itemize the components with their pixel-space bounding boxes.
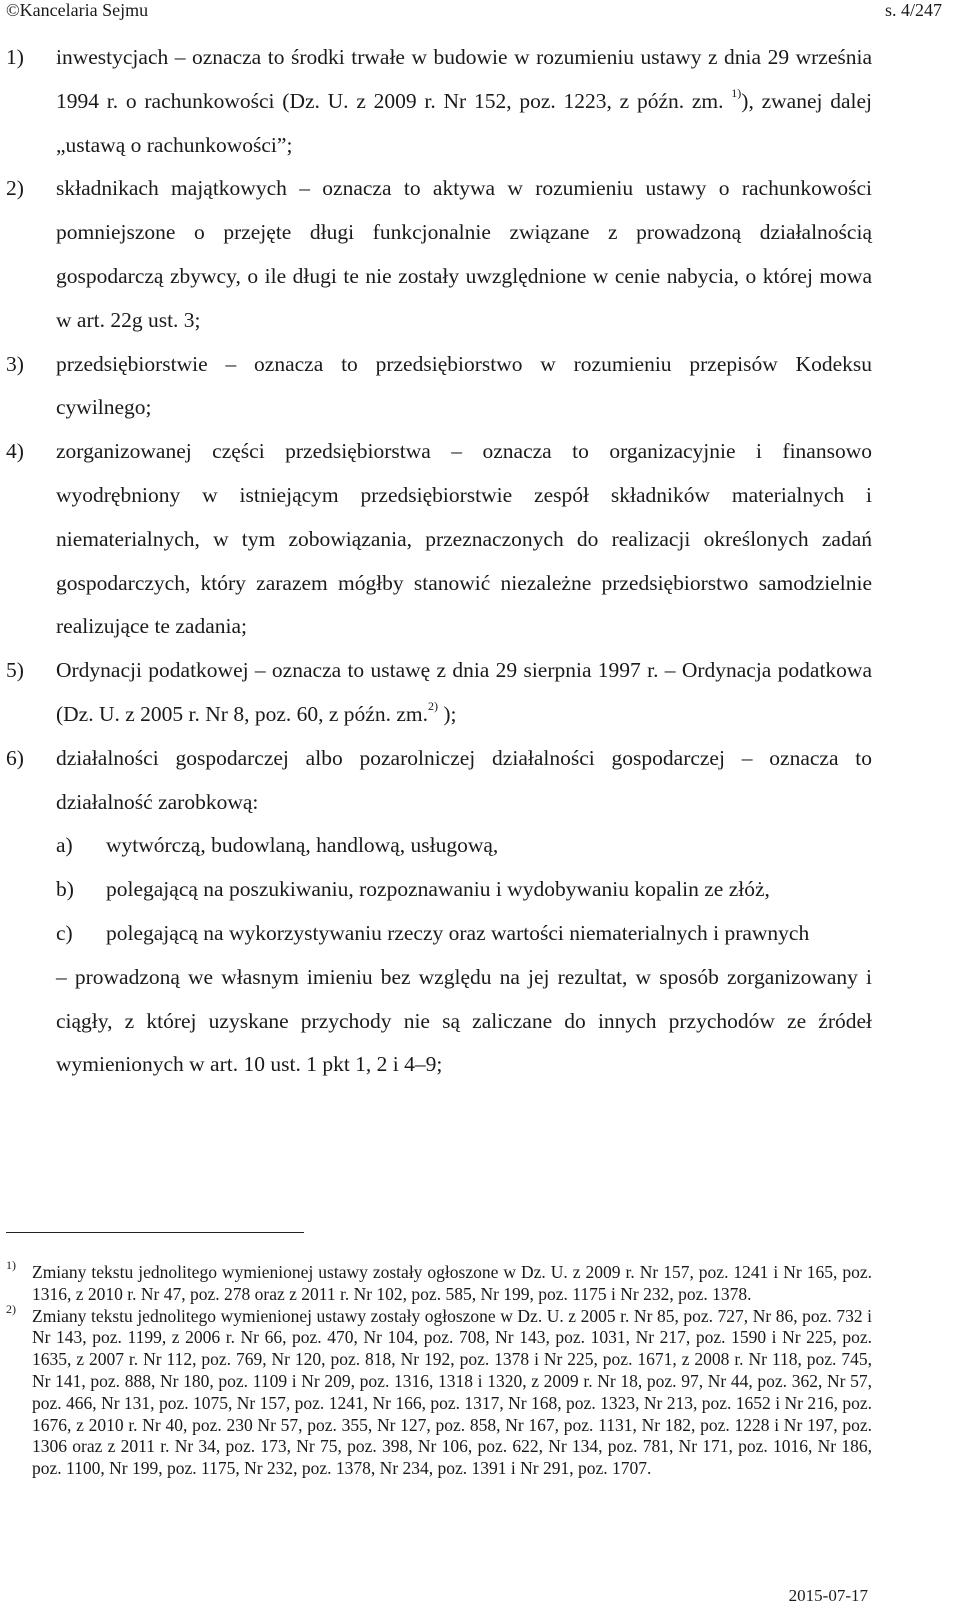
subitem-letter: c)	[56, 920, 73, 945]
item-text-after: );	[443, 701, 457, 726]
page-number: s. 4/247	[884, 0, 942, 20]
subitem-text: polegającą na wykorzystywaniu rzeczy oraz wartości niematerialnych i prawnych	[106, 920, 810, 945]
subitem-letter: a)	[56, 833, 73, 858]
document-date: 2015-07-17	[788, 1586, 868, 1605]
page-header	[0, 0, 960, 26]
item-text: Ordynacji podatkowej – oznacza to ustawę z dnia 29 sierpnia 1997 r. – Ordynacja podatkowa (Dz. U. z 2005 r. Nr 8, poz. 60, z późn. zm.	[56, 658, 872, 726]
subitem-text: wytwórczą, budowlaną, handlową, usługową,	[106, 833, 499, 858]
definition-item-1	[6, 36, 872, 167]
footnote-divider	[6, 1232, 304, 1233]
footnotes-section	[6, 1258, 872, 1480]
item-number: 2)	[6, 176, 24, 201]
item-number: 1)	[6, 45, 24, 69]
item-number: 3)	[6, 351, 24, 376]
definition-item-3	[6, 343, 872, 431]
footnote-mark: 1)	[6, 1258, 16, 1272]
continuation-text: – prowadzoną we własnym imieniu bez względu na jej rezultat, w sposób zorganizowany i ciągły, z której uzyskane przychody nie są zaliczane do innych przychodów ze źródeł wymienionych w art. 10 ust. 1 pkt 1, 2 i 4–9;	[56, 964, 872, 1077]
item-text-after: ), zwanej dalej „ustawą o rachunkowości”;	[56, 88, 872, 157]
item-text: zorganizowanej części przedsiębiorstwa – oznacza to organizacyjnie i finansowo wyodrębniony w istniejącym przedsiębiorstwie zespół składników materialnych i niematerialnych, w tym zobowiązania, przeznaczonych do realizacji określonych zadań gospodarczych, który zarazem mógłby stanowić niezależne przedsiębiorstwo samodzielnie realizujące te zadania;	[56, 439, 872, 639]
item-number: 5)	[6, 658, 24, 683]
definition-item-6	[6, 737, 872, 825]
subitem-c	[6, 912, 872, 956]
footnote-text: Zmiany tekstu jednolitego wymienionej ustawy zostały ogłoszone w Dz. U. z 2009 r. Nr 157, poz. 1241 i Nr 165, poz. 1316, z 2010 r. Nr 47, poz. 278 oraz z 2011 r. Nr 102, poz. 585, Nr 199, poz. 1175 i Nr 232, poz. 1378.	[32, 1262, 872, 1304]
footnote-ref-2[interactable]: 2)	[427, 698, 438, 713]
subitem-letter: b)	[56, 877, 74, 902]
footnote-mark: 2)	[6, 1301, 16, 1316]
definition-item-2	[6, 167, 872, 342]
item-number: 6)	[6, 745, 24, 770]
item-text: składnikach majątkowych – oznacza to aktywa w rozumieniu ustawy o rachunkowości pomniejszone o przejęte długi funkcjonalnie związane z prowadzoną działalnością gospodarczą zbywcy, o ile długi te nie zostały uwzględnione w cenie nabycia, o której mowa w art. 22g ust. 3;	[56, 176, 872, 332]
footnote-text: Zmiany tekstu jednolitego wymienionej ustawy zostały ogłoszone w Dz. U. z 2005 r. Nr 85, poz. 727, Nr 86, poz. 732 i Nr 143, poz. 1199, z 2006 r. Nr 66, poz. 470, Nr 104, poz. 708, Nr 143, poz. 1031, Nr 217, poz. 1590 i Nr 225, poz. 1635, z 2007 r. Nr 112, poz. 769, Nr 120, poz. 818, Nr 192, poz. 1378 i Nr 225, poz. 1671, z 2008 r. Nr 118, poz. 745, Nr 141, poz. 888, Nr 180, poz. 1109 i Nr 209, poz. 1316, 1318 i 1320, z 2009 r. Nr 18, poz. 97, Nr 44, poz. 362, Nr 57, poz. 466, Nr 131, poz. 1075, Nr 157, poz. 1241, Nr 166, poz. 1317, Nr 168, poz. 1323, Nr 213, poz. 1652 i Nr 216, poz. 1676, z 2010 r. Nr 40, poz. 230 Nr 57, poz. 355, Nr 127, poz. 858, Nr 167, poz. 1131, Nr 182, poz. 1228 i Nr 197, poz. 1306 oraz z 2011 r. Nr 34, poz. 173, Nr 75, poz. 398, Nr 106, poz. 622, Nr 134, poz. 781, Nr 171, poz. 1016, Nr 186, poz. 1100, Nr 199, poz. 1175, Nr 232, poz. 1378, Nr 234, poz. 1391 i Nr 291, poz. 1707.	[32, 1305, 872, 1479]
item-text: inwestycjach – oznacza to środki trwałe w budowie w rozumieniu ustawy z dnia 29 września 1994 r. o rachunkowości (Dz. U. z 2009 r. Nr 152, poz. 1223, z późn. zm.	[56, 45, 872, 113]
footnote-2	[6, 1301, 872, 1480]
item-text: przedsiębiorstwie – oznacza to przedsiębiorstwo w rozumieniu przepisów Kodeksu cywilnego;	[56, 351, 872, 420]
subitem-a	[6, 824, 872, 868]
footnote-ref-1[interactable]: 1)	[731, 85, 742, 100]
definition-item-4	[6, 430, 872, 649]
footnote-1	[6, 1258, 872, 1306]
document-body	[6, 36, 872, 1087]
item-text: działalności gospodarczej albo pozarolniczej działalności gospodarczej – oznacza to działalność zarobkową:	[56, 745, 872, 814]
item-number: 4)	[6, 439, 24, 464]
publisher-label: ©Kancelaria Sejmu	[6, 0, 149, 20]
subitem-text: polegającą na poszukiwaniu, rozpoznawaniu i wydobywaniu kopalin ze złóż,	[106, 877, 770, 902]
definition-item-5	[6, 649, 872, 737]
subitem-b	[6, 868, 872, 912]
